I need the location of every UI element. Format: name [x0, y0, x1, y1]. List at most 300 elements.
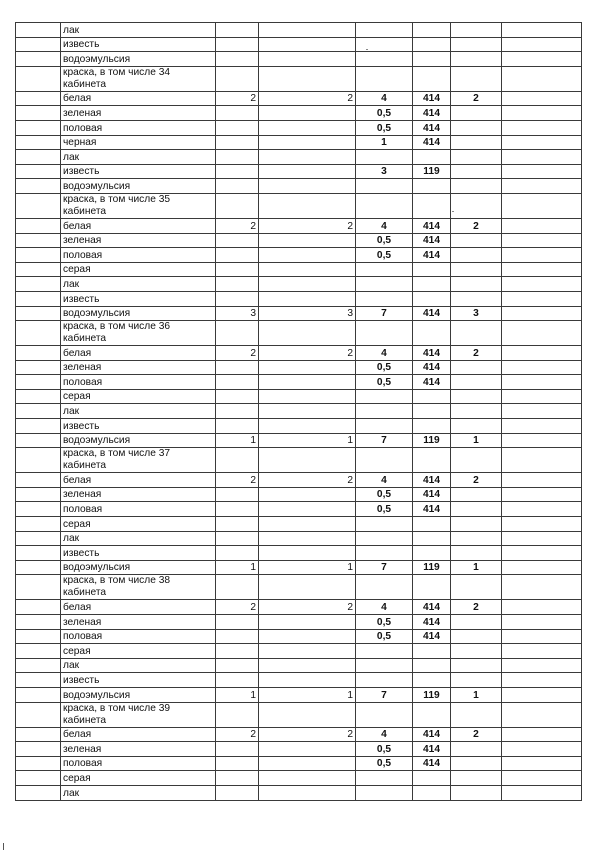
- table-cell: [413, 150, 451, 165]
- table-cell: [216, 179, 259, 194]
- table-row: [16, 346, 582, 361]
- table-cell: [216, 629, 259, 644]
- table-row: [16, 277, 582, 292]
- table-cell: [413, 575, 451, 600]
- table-cell: зеленая: [61, 360, 216, 375]
- table-cell: [502, 37, 582, 52]
- table-cell: [216, 673, 259, 688]
- table-cell: [356, 66, 413, 91]
- table-cell: [356, 673, 413, 688]
- table-cell: известь: [61, 546, 216, 561]
- table-cell: [502, 135, 582, 150]
- table-cell: 2: [216, 727, 259, 742]
- table-cell: [216, 66, 259, 91]
- table-cell: [259, 291, 356, 306]
- table-cell: белая: [61, 727, 216, 742]
- table-cell: лак: [61, 23, 216, 38]
- table-cell: [216, 615, 259, 630]
- table-row: [16, 23, 582, 38]
- table-cell: [16, 91, 61, 106]
- table-cell: 2: [259, 473, 356, 488]
- table-cell: 414: [413, 233, 451, 248]
- table-cell: лак: [61, 785, 216, 800]
- table-cell: [16, 673, 61, 688]
- table-cell: 414: [413, 360, 451, 375]
- table-cell: [259, 785, 356, 800]
- table-cell: [16, 546, 61, 561]
- table-cell: [16, 135, 61, 150]
- table-cell: [216, 233, 259, 248]
- table-cell: [16, 727, 61, 742]
- table-cell: 0,5: [356, 742, 413, 757]
- table-cell: [502, 727, 582, 742]
- table-row: [16, 135, 582, 150]
- table-cell: [413, 517, 451, 532]
- table-cell: [16, 52, 61, 67]
- scan-speck: [366, 49, 368, 50]
- table-row: [16, 771, 582, 786]
- table-cell: [16, 375, 61, 390]
- table-cell: [356, 23, 413, 38]
- table-cell: краска, в том числе 35 кабинета: [61, 193, 216, 218]
- table-cell: [502, 106, 582, 121]
- table-cell: [259, 629, 356, 644]
- table-cell: [413, 291, 451, 306]
- table-cell: 119: [413, 687, 451, 702]
- table-cell: [16, 233, 61, 248]
- table-row: [16, 727, 582, 742]
- table-cell: [502, 277, 582, 292]
- table-cell: [413, 419, 451, 434]
- table-cell: [216, 644, 259, 659]
- table-cell: [16, 629, 61, 644]
- table-cell: [451, 629, 502, 644]
- table-row: [16, 106, 582, 121]
- table-cell: [16, 687, 61, 702]
- table-cell: [16, 164, 61, 179]
- table-cell: [216, 404, 259, 419]
- table-row: [16, 473, 582, 488]
- table-cell: [356, 179, 413, 194]
- table-row: [16, 150, 582, 165]
- table-cell: 0,5: [356, 502, 413, 517]
- table-cell: [16, 658, 61, 673]
- table-cell: [451, 419, 502, 434]
- table-cell: [451, 448, 502, 473]
- table-cell: [216, 575, 259, 600]
- table-cell: [216, 702, 259, 727]
- table-cell: 414: [413, 742, 451, 757]
- table-cell: [451, 785, 502, 800]
- table-cell: [356, 771, 413, 786]
- table-cell: зеленая: [61, 233, 216, 248]
- table-cell: [259, 106, 356, 121]
- table-cell: 2: [451, 346, 502, 361]
- table-cell: [502, 502, 582, 517]
- table-cell: [216, 321, 259, 346]
- table-cell: 414: [413, 248, 451, 263]
- table-cell: [16, 785, 61, 800]
- table-cell: 2: [216, 600, 259, 615]
- table-row: [16, 785, 582, 800]
- table-cell: [16, 291, 61, 306]
- table-cell: 4: [356, 91, 413, 106]
- table-cell: [216, 517, 259, 532]
- table-cell: 7: [356, 433, 413, 448]
- table-row: [16, 517, 582, 532]
- table-cell: [16, 37, 61, 52]
- table-row: [16, 629, 582, 644]
- materials-table-body: [16, 23, 582, 801]
- table-cell: 2: [216, 218, 259, 233]
- table-cell: [413, 321, 451, 346]
- table-cell: [356, 785, 413, 800]
- table-row: [16, 52, 582, 67]
- table-cell: 414: [413, 502, 451, 517]
- table-cell: 1: [259, 433, 356, 448]
- table-cell: [16, 389, 61, 404]
- table-cell: 4: [356, 727, 413, 742]
- table-cell: [502, 91, 582, 106]
- table-cell: [502, 193, 582, 218]
- table-cell: [451, 546, 502, 561]
- table-cell: [451, 575, 502, 600]
- table-cell: [259, 66, 356, 91]
- table-cell: лак: [61, 404, 216, 419]
- table-cell: [16, 321, 61, 346]
- table-cell: [451, 106, 502, 121]
- table-cell: [216, 531, 259, 546]
- table-cell: [259, 193, 356, 218]
- table-cell: [502, 66, 582, 91]
- table-cell: [259, 771, 356, 786]
- table-cell: [216, 785, 259, 800]
- table-cell: [451, 615, 502, 630]
- table-cell: краска, в том числе 39 кабинета: [61, 702, 216, 727]
- table-cell: [259, 233, 356, 248]
- table-cell: [16, 575, 61, 600]
- table-cell: [16, 531, 61, 546]
- table-cell: [259, 742, 356, 757]
- table-cell: [356, 404, 413, 419]
- table-row: [16, 233, 582, 248]
- table-cell: 1: [451, 687, 502, 702]
- table-cell: [502, 560, 582, 575]
- table-cell: 414: [413, 218, 451, 233]
- table-cell: [16, 193, 61, 218]
- scan-edge-mark: [3, 843, 4, 850]
- table-cell: 414: [413, 756, 451, 771]
- table-cell: [502, 702, 582, 727]
- table-cell: известь: [61, 37, 216, 52]
- table-cell: 3: [259, 306, 356, 321]
- table-row: [16, 262, 582, 277]
- table-cell: [216, 546, 259, 561]
- table-cell: половая: [61, 248, 216, 263]
- table-cell: [356, 644, 413, 659]
- table-row: [16, 502, 582, 517]
- table-cell: [16, 502, 61, 517]
- table-cell: [216, 277, 259, 292]
- table-cell: 3: [216, 306, 259, 321]
- table-cell: [451, 150, 502, 165]
- table-cell: [259, 756, 356, 771]
- table-cell: 414: [413, 91, 451, 106]
- table-cell: 0,5: [356, 248, 413, 263]
- table-cell: [413, 66, 451, 91]
- table-cell: [502, 52, 582, 67]
- table-cell: [413, 389, 451, 404]
- table-cell: [259, 702, 356, 727]
- table-cell: [16, 644, 61, 659]
- table-cell: [259, 135, 356, 150]
- table-cell: [259, 487, 356, 502]
- table-cell: [259, 531, 356, 546]
- table-cell: 2: [216, 91, 259, 106]
- table-cell: [259, 389, 356, 404]
- table-cell: [16, 306, 61, 321]
- table-row: [16, 560, 582, 575]
- table-cell: [413, 23, 451, 38]
- table-cell: 414: [413, 375, 451, 390]
- table-cell: краска, в том числе 38 кабинета: [61, 575, 216, 600]
- table-cell: [16, 120, 61, 135]
- table-row: [16, 193, 582, 218]
- table-cell: [502, 179, 582, 194]
- table-cell: [502, 164, 582, 179]
- table-cell: [451, 321, 502, 346]
- table-cell: [216, 502, 259, 517]
- table-row: [16, 91, 582, 106]
- table-cell: [356, 150, 413, 165]
- table-cell: [413, 448, 451, 473]
- table-cell: 0,5: [356, 487, 413, 502]
- table-cell: [259, 546, 356, 561]
- table-cell: [216, 262, 259, 277]
- table-cell: [16, 487, 61, 502]
- table-row: [16, 615, 582, 630]
- table-cell: [16, 742, 61, 757]
- table-row: [16, 248, 582, 263]
- table-cell: серая: [61, 262, 216, 277]
- table-cell: [451, 658, 502, 673]
- table-cell: 2: [216, 346, 259, 361]
- table-cell: [259, 321, 356, 346]
- table-cell: зеленая: [61, 106, 216, 121]
- table-cell: 7: [356, 560, 413, 575]
- table-cell: [502, 756, 582, 771]
- table-cell: половая: [61, 629, 216, 644]
- table-cell: 1: [451, 433, 502, 448]
- table-cell: 4: [356, 218, 413, 233]
- table-cell: [413, 179, 451, 194]
- table-cell: известь: [61, 164, 216, 179]
- table-cell: [259, 419, 356, 434]
- table-cell: [451, 66, 502, 91]
- table-cell: [502, 658, 582, 673]
- table-row: [16, 179, 582, 194]
- table-row: [16, 389, 582, 404]
- table-cell: лак: [61, 150, 216, 165]
- table-cell: [216, 375, 259, 390]
- table-cell: 1: [259, 687, 356, 702]
- table-row: [16, 120, 582, 135]
- table-cell: [16, 179, 61, 194]
- table-cell: зеленая: [61, 615, 216, 630]
- table-cell: [356, 321, 413, 346]
- table-cell: [502, 487, 582, 502]
- table-cell: 2: [259, 91, 356, 106]
- table-cell: [16, 756, 61, 771]
- table-cell: [413, 546, 451, 561]
- table-cell: [356, 575, 413, 600]
- table-row: [16, 575, 582, 600]
- table-cell: [216, 771, 259, 786]
- table-cell: [216, 389, 259, 404]
- table-cell: [502, 360, 582, 375]
- table-row: [16, 66, 582, 91]
- table-cell: [16, 419, 61, 434]
- table-cell: 414: [413, 727, 451, 742]
- table-row: [16, 375, 582, 390]
- table-cell: 2: [259, 600, 356, 615]
- table-cell: известь: [61, 291, 216, 306]
- table-cell: [259, 37, 356, 52]
- table-row: [16, 531, 582, 546]
- table-cell: [502, 346, 582, 361]
- table-cell: [356, 419, 413, 434]
- table-cell: 414: [413, 615, 451, 630]
- table-cell: [16, 360, 61, 375]
- table-row: [16, 487, 582, 502]
- table-cell: [451, 135, 502, 150]
- table-row: [16, 419, 582, 434]
- table-cell: [451, 502, 502, 517]
- table-cell: [413, 52, 451, 67]
- table-cell: [502, 473, 582, 488]
- table-cell: [502, 600, 582, 615]
- table-cell: [451, 179, 502, 194]
- table-cell: [413, 37, 451, 52]
- table-cell: [356, 37, 413, 52]
- table-cell: [16, 150, 61, 165]
- table-cell: [216, 742, 259, 757]
- table-cell: [451, 262, 502, 277]
- table-cell: 0,5: [356, 360, 413, 375]
- table-cell: [259, 448, 356, 473]
- table-cell: 414: [413, 346, 451, 361]
- table-cell: [216, 23, 259, 38]
- table-cell: [451, 742, 502, 757]
- table-cell: 0,5: [356, 106, 413, 121]
- table-row: [16, 658, 582, 673]
- table-cell: [413, 771, 451, 786]
- table-cell: [451, 23, 502, 38]
- table-row: [16, 360, 582, 375]
- table-cell: [16, 433, 61, 448]
- table-cell: [16, 448, 61, 473]
- table-cell: половая: [61, 375, 216, 390]
- table-cell: [16, 404, 61, 419]
- table-cell: [451, 37, 502, 52]
- table-row: [16, 404, 582, 419]
- table-cell: [413, 404, 451, 419]
- table-cell: 119: [413, 164, 451, 179]
- table-cell: 119: [413, 560, 451, 575]
- table-cell: [502, 419, 582, 434]
- table-cell: [356, 389, 413, 404]
- table-cell: [216, 360, 259, 375]
- table-cell: [356, 546, 413, 561]
- table-cell: [16, 615, 61, 630]
- table-cell: зеленая: [61, 487, 216, 502]
- table-cell: [451, 702, 502, 727]
- table-cell: [413, 702, 451, 727]
- table-cell: 4: [356, 473, 413, 488]
- table-cell: [216, 448, 259, 473]
- table-cell: известь: [61, 419, 216, 434]
- table-cell: [502, 433, 582, 448]
- table-cell: 414: [413, 135, 451, 150]
- table-cell: [502, 771, 582, 786]
- table-cell: белая: [61, 473, 216, 488]
- table-cell: [259, 375, 356, 390]
- table-cell: [16, 346, 61, 361]
- table-cell: 2: [259, 346, 356, 361]
- table-cell: [502, 321, 582, 346]
- table-cell: [356, 531, 413, 546]
- table-cell: краска, в том числе 36 кабинета: [61, 321, 216, 346]
- table-row: [16, 218, 582, 233]
- table-cell: [451, 277, 502, 292]
- table-cell: [259, 575, 356, 600]
- table-cell: [451, 756, 502, 771]
- table-cell: водоэмульсия: [61, 179, 216, 194]
- table-cell: [502, 629, 582, 644]
- table-cell: [502, 687, 582, 702]
- table-cell: [216, 106, 259, 121]
- table-cell: 414: [413, 600, 451, 615]
- table-row: [16, 687, 582, 702]
- table-row: [16, 321, 582, 346]
- table-cell: [451, 673, 502, 688]
- table-cell: [451, 120, 502, 135]
- table-cell: 4: [356, 346, 413, 361]
- table-cell: краска, в том числе 37 кабинета: [61, 448, 216, 473]
- table-cell: [451, 404, 502, 419]
- table-cell: 0,5: [356, 233, 413, 248]
- table-cell: [413, 262, 451, 277]
- table-cell: белая: [61, 600, 216, 615]
- table-cell: лак: [61, 658, 216, 673]
- table-cell: [259, 404, 356, 419]
- table-cell: [16, 23, 61, 38]
- table-cell: [216, 164, 259, 179]
- table-row: [16, 546, 582, 561]
- table-cell: [16, 702, 61, 727]
- table-cell: 0,5: [356, 615, 413, 630]
- table-cell: 1: [216, 433, 259, 448]
- table-cell: краска, в том числе 34 кабинета: [61, 66, 216, 91]
- table-cell: [259, 248, 356, 263]
- table-cell: [259, 502, 356, 517]
- table-cell: черная: [61, 135, 216, 150]
- table-cell: 0,5: [356, 756, 413, 771]
- table-cell: белая: [61, 91, 216, 106]
- table-cell: [259, 164, 356, 179]
- table-cell: серая: [61, 771, 216, 786]
- table-cell: серая: [61, 389, 216, 404]
